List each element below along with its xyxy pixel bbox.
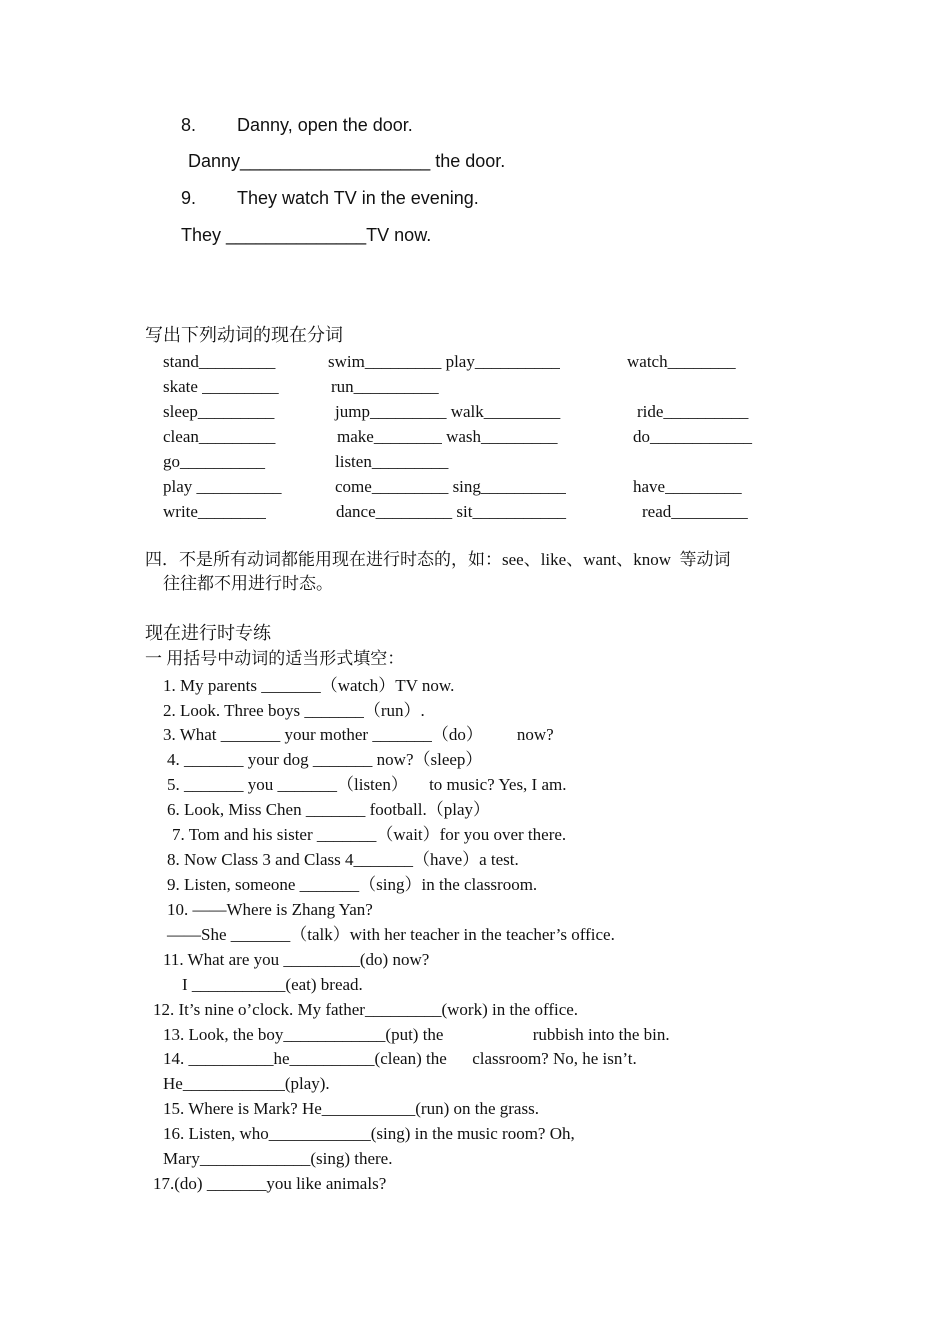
practice-line-7: 7. Tom and his sister _______（wait）for you over there.	[172, 825, 567, 844]
practice-line-10-reply: ——She _______（talk）with her teacher in the teacher’s office.	[167, 925, 615, 944]
practice-line-4: 4. _______ your dog _______ now?（sleep）	[167, 750, 483, 769]
participle-row-4-col-3: do____________	[633, 427, 752, 446]
practice-line-2: 2. Look. Three boys _______（run）.	[163, 701, 425, 720]
practice-line-3: 3. What _______ your mother _______（do） now?	[163, 725, 554, 744]
note-line-1: 四．不是所有动词都能用现在进行时态的，如：see、like、want、know 等动词	[145, 550, 731, 569]
practice-line-12: 12. It’s nine o’clock. My father_________(work) in the office.	[153, 1000, 579, 1019]
participle-row-3-col-1: sleep_________	[163, 402, 275, 421]
participle-row-1-col-3: watch________	[627, 352, 736, 371]
participle-row-2-col-2: run__________	[331, 377, 439, 396]
participle-row-6-col-1: play __________	[163, 477, 282, 496]
question-8-sentence: Danny, open the door.	[237, 115, 413, 135]
practice-line-8: 8. Now Class 3 and Class 4_______（have）a test.	[167, 850, 519, 869]
participle-row-1-col-1: stand_________	[163, 352, 276, 371]
participle-row-7-col-2: dance_________ sit___________	[336, 502, 566, 521]
question-8-answer-line: Danny___________________ the door.	[188, 151, 506, 171]
practice-line-11: 11. What are you _________(do) now?	[163, 950, 430, 969]
practice-instruction: 一 用括号中动词的适当形式填空：	[145, 649, 405, 668]
participle-row-2-col-1: skate _________	[163, 377, 279, 396]
participle-row-6-col-3: have_________	[633, 477, 742, 496]
participle-row-7-col-1: write________	[163, 502, 266, 521]
participle-row-5-col-2: listen_________	[335, 452, 449, 471]
practice-title: 现在进行时专练	[145, 623, 271, 643]
question-9-answer-line: They ______________TV now.	[181, 225, 432, 245]
participle-row-1-col-2: swim_________ play__________	[328, 352, 560, 371]
practice-line-14: 14. __________he__________(clean) the classroom? No, he isn’t.	[163, 1049, 637, 1068]
practice-line-16: 16. Listen, who____________(sing) in the music room? Oh,	[163, 1124, 575, 1143]
participle-row-5-col-1: go__________	[163, 452, 265, 471]
practice-line-11-reply: I ___________(eat) bread.	[182, 975, 363, 994]
question-9-sentence: They watch TV in the evening.	[237, 188, 479, 208]
question-number-9: 9.	[181, 188, 197, 208]
participle-row-4-col-2: make________ wash_________	[337, 427, 558, 446]
practice-line-13: 13. Look, the boy____________(put) the rubbish into the bin.	[163, 1025, 670, 1044]
practice-line-17: 17.(do) _______you like animals?	[153, 1174, 387, 1193]
practice-line-10: 10. ——Where is Zhang Yan?	[167, 900, 373, 919]
practice-line-9: 9. Listen, someone _______（sing）in the classroom.	[167, 875, 538, 894]
participle-row-3-col-3: ride__________	[637, 402, 749, 421]
practice-line-6: 6. Look, Miss Chen _______ football.（play）	[167, 800, 490, 819]
practice-line-14-cont: He____________(play).	[163, 1074, 330, 1093]
practice-line-16-cont: Mary_____________(sing) there.	[163, 1149, 393, 1168]
practice-line-1: 1. My parents _______（watch）TV now.	[163, 676, 455, 695]
note-line-2: 往往都不用进行时态。	[163, 574, 333, 593]
practice-line-15: 15. Where is Mark? He___________(run) on the grass.	[163, 1099, 539, 1118]
participle-row-7-col-3: read_________	[642, 502, 748, 521]
participle-row-6-col-2: come_________ sing__________	[335, 477, 566, 496]
question-number-8: 8.	[181, 115, 197, 135]
participle-heading: 写出下列动词的现在分词	[145, 325, 343, 345]
participle-row-4-col-1: clean_________	[163, 427, 276, 446]
practice-line-5: 5. _______ you _______（listen） to music? Yes, I am.	[167, 775, 567, 794]
participle-row-3-col-2: jump_________ walk_________	[335, 402, 561, 421]
